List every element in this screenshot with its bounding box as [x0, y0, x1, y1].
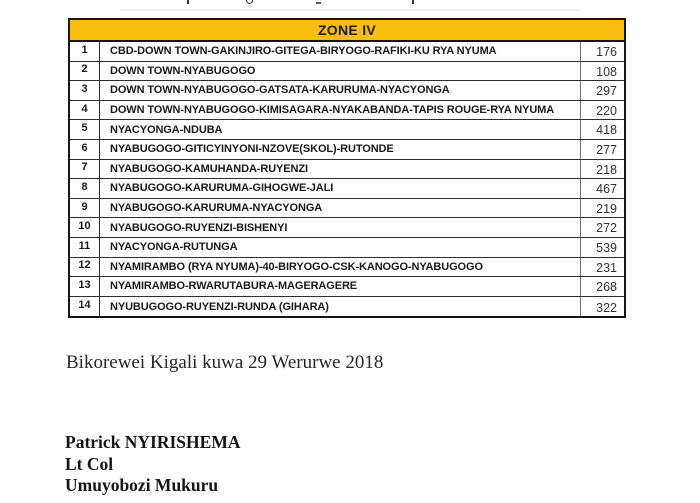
- row-value: 277: [580, 140, 624, 159]
- row-value: 268: [580, 277, 624, 296]
- table-row: [70, 160, 624, 180]
- row-number: 2: [70, 62, 100, 81]
- route-name: CBD-DOWN TOWN-GAKINJIRO-GITEGA-BIRYOGO-RAFIKI-KU RYA NYUMA: [110, 45, 497, 58]
- route-name: NYACYONGA-RUTUNGA: [110, 241, 238, 254]
- route-name: NYACYONGA-NDUBA: [110, 123, 223, 136]
- row-value: 220: [580, 101, 624, 120]
- table-row: [70, 179, 624, 199]
- row-value: 218: [580, 160, 624, 179]
- row-value: 176: [580, 42, 624, 61]
- row-number: 9: [70, 199, 100, 218]
- route-name: NYABUGOGO-RUYENZI-BISHENYI: [110, 221, 288, 234]
- zone-table-header: [70, 20, 624, 42]
- table-row: [70, 277, 624, 297]
- clipped-glyph-fragment: [412, 0, 414, 4]
- zone-iv-table: [68, 18, 626, 318]
- row-value: 272: [580, 218, 624, 237]
- route-name: NYABUGOGO-GITICYINYONI-NZOVE(SKOL)-RUTONDE: [110, 143, 394, 156]
- row-number: 7: [70, 160, 100, 179]
- row-number: 13: [70, 277, 100, 296]
- signatory-name: Patrick NYIRISHEMA: [65, 432, 241, 452]
- row-number: 10: [70, 218, 100, 237]
- row-number: 3: [70, 81, 100, 100]
- table-row: [70, 101, 624, 121]
- scan-artifact: [120, 9, 580, 11]
- clipped-glyph-fragment: [316, 2, 321, 4]
- table-row: [70, 140, 624, 160]
- row-value: 418: [580, 120, 624, 139]
- clipped-glyph-fragment: [187, 0, 189, 4]
- table-row: [70, 120, 624, 140]
- route-name: NYUBUGOGO-RUYENZI-RUNDA (GIHARA): [110, 300, 329, 313]
- row-number: 4: [70, 101, 100, 120]
- table-row: [70, 218, 624, 238]
- table-row: [70, 258, 624, 278]
- table-row: [70, 81, 624, 101]
- route-name: NYAMIRAMBO (RYA NYUMA)-40-BIRYOGO-CSK-KANOGO-NYABUGOGO: [110, 260, 483, 273]
- signature-block: [65, 432, 240, 497]
- zone-title: ZONE IV: [317, 22, 377, 38]
- row-value: 297: [580, 81, 624, 100]
- clipped-glyph-fragment: [246, 0, 253, 4]
- signatory-rank: Lt Col: [65, 453, 114, 474]
- date-line: Bikorewei Kigali kuwa 29 Werurwe 2018: [66, 352, 384, 373]
- table-row: [70, 42, 624, 62]
- route-name: NYABUGOGO-KARURUMA-GIHOGWE-JALI: [110, 182, 334, 195]
- table-row: [70, 297, 624, 317]
- row-number: 11: [70, 238, 100, 257]
- row-value: 467: [580, 179, 624, 198]
- row-number: 5: [70, 120, 100, 139]
- row-number: 12: [70, 258, 100, 277]
- route-name: DOWN TOWN-NYABUGOGO-KIMISAGARA-NYAKABANDA-TAPIS ROUGE-RYA NYUMA: [110, 104, 555, 117]
- table-row: [70, 238, 624, 258]
- table-row: [70, 62, 624, 82]
- row-value: 219: [580, 199, 624, 218]
- table-row: [70, 199, 624, 219]
- row-value: 539: [580, 238, 624, 257]
- route-name: NYABUGOGO-KARURUMA-NYACYONGA: [110, 202, 323, 215]
- route-name: DOWN TOWN-NYABUGOGO-GATSATA-KARURUMA-NYACYONGA: [110, 84, 450, 97]
- row-number: 8: [70, 179, 100, 198]
- row-number: 14: [70, 297, 100, 317]
- clipped-text-remnant: [0, 0, 700, 8]
- route-name: NYAMIRAMBO-RWARUTABURA-MAGERAGERE: [110, 280, 358, 293]
- row-value: 231: [580, 258, 624, 277]
- route-name: DOWN TOWN-NYABUGOGO: [110, 64, 256, 77]
- route-name: NYABUGOGO-KAMUHANDA-RUYENZI: [110, 162, 308, 175]
- row-number: 6: [70, 140, 100, 159]
- row-value: 322: [580, 297, 624, 317]
- row-number: 1: [70, 42, 100, 61]
- signatory-title: Umuyobozi Mukuru: [65, 475, 219, 495]
- row-value: 108: [580, 62, 624, 81]
